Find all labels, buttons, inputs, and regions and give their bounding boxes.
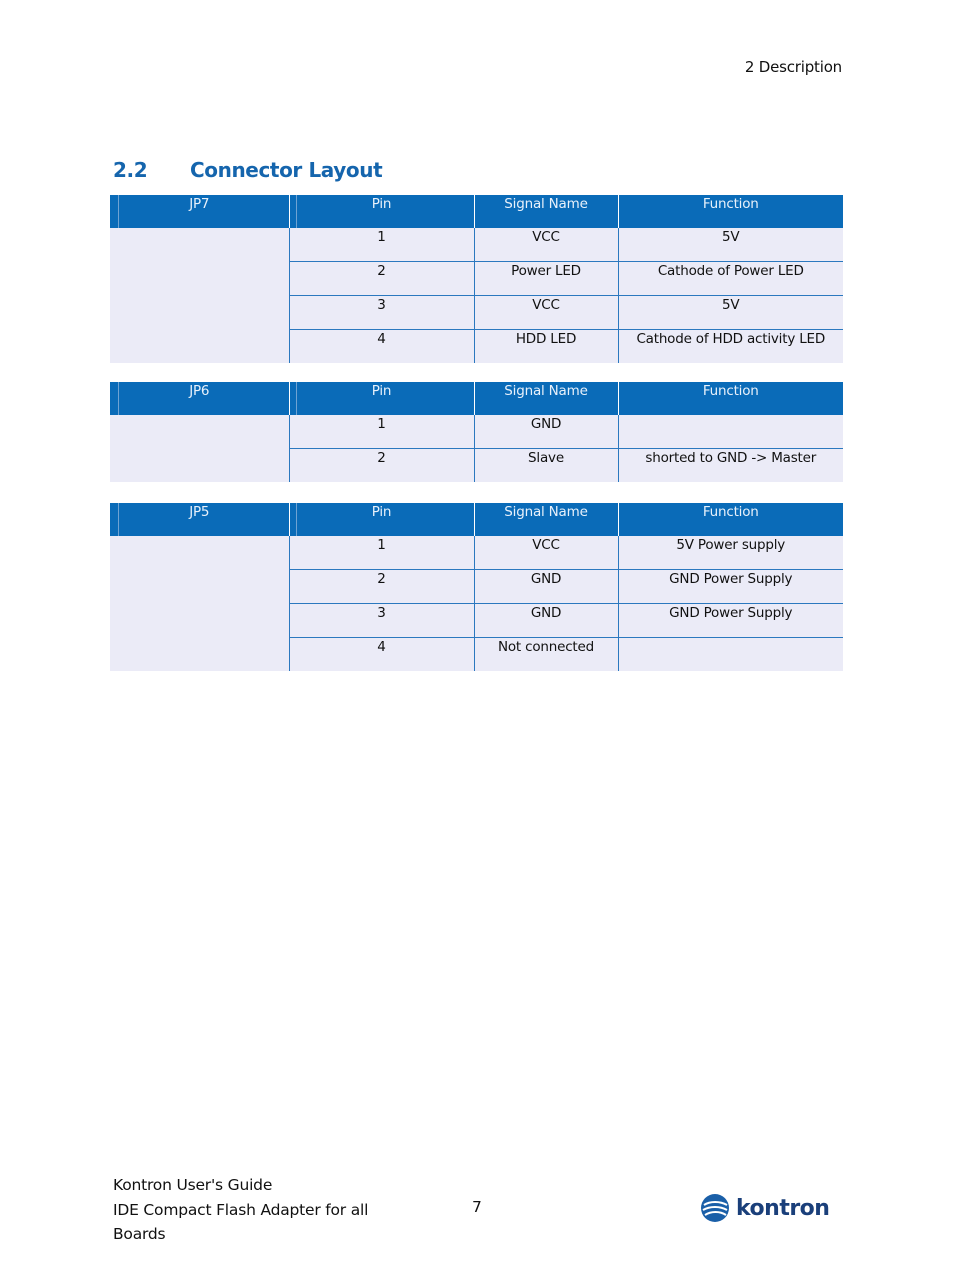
signal-cell: Power LED (474, 262, 618, 296)
connector-image-cell (110, 228, 289, 363)
section-number: 2.2 (113, 158, 148, 182)
section-heading (113, 158, 382, 182)
function-cell: shorted to GND -> Master (618, 449, 843, 483)
signal-cell: Not connected (474, 638, 618, 672)
function-cell: GND Power Supply (618, 570, 843, 604)
footer-document-title (113, 1173, 368, 1247)
column-header-pin: Pin (289, 195, 474, 228)
running-header: 2 Description (744, 58, 842, 76)
signal-cell: VCC (474, 536, 618, 570)
section-title: Connector Layout (190, 158, 383, 182)
column-header-pin: Pin (289, 382, 474, 415)
table-row (110, 228, 843, 262)
connector-image-cell (110, 415, 289, 482)
column-header-function: Function (618, 195, 843, 228)
signal-cell: VCC (474, 228, 618, 262)
jp5-table (110, 503, 843, 671)
signal-cell: Slave (474, 449, 618, 483)
pin-cell: 2 (289, 449, 474, 483)
column-header-pin: Pin (289, 503, 474, 536)
signal-cell: VCC (474, 296, 618, 330)
column-header-signal: Signal Name (474, 382, 618, 415)
connector-image-cell (110, 536, 289, 671)
table-header-row (110, 503, 843, 536)
table-header-row (110, 382, 843, 415)
column-header-connector: JP6 (110, 382, 289, 415)
function-cell: Cathode of Power LED (618, 262, 843, 296)
signal-cell: GND (474, 604, 618, 638)
footer-line: IDE Compact Flash Adapter for all (113, 1200, 369, 1219)
function-cell: 5V (618, 228, 843, 262)
pin-cell: 1 (289, 536, 474, 570)
pin-cell: 2 (289, 570, 474, 604)
table-header-row (110, 195, 843, 228)
table-row (110, 415, 843, 449)
pin-cell: 4 (289, 330, 474, 364)
logo-wordmark: kontron (736, 1195, 830, 1221)
signal-cell: HDD LED (474, 330, 618, 364)
footer-line: Kontron User's Guide (113, 1176, 273, 1194)
function-cell: 5V (618, 296, 843, 330)
pin-cell: 2 (289, 262, 474, 296)
pin-cell: 1 (289, 415, 474, 449)
pin-cell: 4 (289, 638, 474, 672)
footer-line: Boards (113, 1225, 166, 1243)
column-header-signal: Signal Name (474, 195, 618, 228)
pin-cell: 3 (289, 604, 474, 638)
function-cell (618, 415, 843, 449)
function-cell (618, 638, 843, 672)
signal-cell: GND (474, 415, 618, 449)
kontron-logo (700, 1193, 829, 1223)
column-header-connector: JP5 (110, 503, 289, 536)
column-header-function: Function (618, 503, 843, 536)
jp7-table (110, 195, 843, 363)
pin-cell: 3 (289, 296, 474, 330)
jp6-table (110, 382, 843, 482)
signal-cell: GND (474, 570, 618, 604)
function-cell: 5V Power supply (618, 536, 843, 570)
column-header-function: Function (618, 382, 843, 415)
kontron-globe-icon (700, 1193, 730, 1223)
pin-cell: 1 (289, 228, 474, 262)
function-cell: Cathode of HDD activity LED (618, 330, 843, 364)
function-cell: GND Power Supply (618, 604, 843, 638)
column-header-signal: Signal Name (474, 503, 618, 536)
table-row (110, 536, 843, 570)
column-header-connector: JP7 (110, 195, 289, 228)
page-number: 7 (472, 1198, 482, 1216)
